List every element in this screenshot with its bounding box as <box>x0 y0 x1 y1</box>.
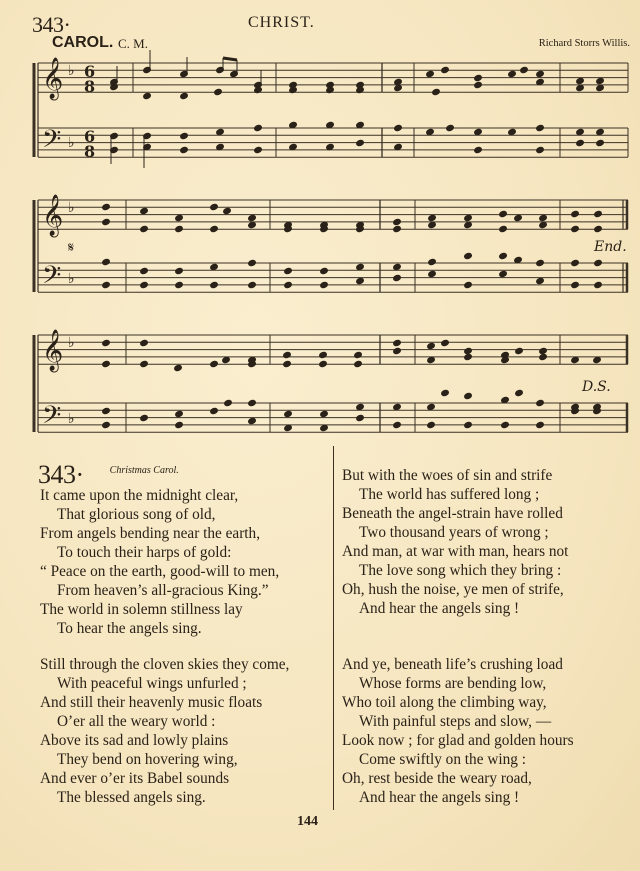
stanza-line: Oh, rest beside the weary road, <box>342 770 532 787</box>
stanza-line: And ye, beneath life’s crushing load <box>342 656 563 673</box>
stanza-line: The world has suffered long ; <box>359 486 540 503</box>
stanza-line: Still through the cloven skies they come, <box>40 656 290 673</box>
svg-text:𝄞: 𝄞 <box>42 195 64 236</box>
svg-text:𝄢: 𝄢 <box>42 125 62 160</box>
svg-text:8: 8 <box>84 77 96 96</box>
stanza-line: And man, at war with man, hears not <box>342 543 569 560</box>
tune-name: CAROL. <box>52 34 114 51</box>
stanza-line: With painful steps and slow, — <box>359 713 552 730</box>
stanza-line: “ Peace on the earth, good-will to men, <box>40 563 280 580</box>
stanza-line: Above its sad and lowly plains <box>40 732 229 749</box>
stanza-line: Come swiftly on the wing : <box>359 751 526 768</box>
stanza-4 <box>342 655 574 807</box>
section-title: CHRIST. <box>248 14 315 31</box>
stanza-line: And hear the angels sing ! <box>359 600 520 617</box>
end-marking: End. <box>594 239 627 255</box>
svg-text:6: 6 <box>84 127 96 146</box>
stanza-3 <box>342 466 568 618</box>
svg-text:𝄢: 𝄢 <box>42 401 62 436</box>
hymn-number: 343· <box>38 460 84 489</box>
svg-text:♭: ♭ <box>68 135 75 151</box>
svg-text:♭: ♭ <box>68 63 75 79</box>
notes-system-2 <box>102 203 603 288</box>
page-number: 144 <box>297 814 318 829</box>
stanza-line: The love song which they bring : <box>359 562 562 579</box>
svg-text:6: 6 <box>84 62 96 81</box>
stanza-line: Look now ; for glad and golden hours <box>342 732 574 749</box>
svg-text:𝄞: 𝄞 <box>42 330 64 371</box>
segno-mark: 𝄋 <box>68 240 75 256</box>
stanza-line: To touch their harps of gold: <box>57 544 232 561</box>
svg-text:♭: ♭ <box>68 200 75 216</box>
stanza-line: Whose forms are bending low, <box>359 675 547 692</box>
stanza-1 <box>40 486 279 638</box>
stanza-line: To hear the angels sing. <box>57 620 202 637</box>
stanza-line: It came upon the midnight clear, <box>40 487 239 504</box>
hymn-number-header: 343· <box>32 12 71 37</box>
stanza-line: From angels bending near the earth, <box>40 525 261 542</box>
stanza-line: O’er all the weary world : <box>57 713 216 730</box>
stanza-line: That glorious song of old, <box>57 506 216 523</box>
ds-marking: D.S. <box>582 379 611 395</box>
stanza-line: From heaven’s all-gracious King.” <box>57 582 269 599</box>
svg-text:♭: ♭ <box>68 271 75 287</box>
stanza-line: They bend on hovering wing, <box>57 751 238 768</box>
svg-text:8: 8 <box>84 142 96 161</box>
stanza-line: The blessed angels sing. <box>57 789 206 806</box>
svg-text:𝄢: 𝄢 <box>42 261 62 296</box>
stanza-line: The world in solemn stillness lay <box>40 601 243 618</box>
svg-text:♭: ♭ <box>68 411 75 427</box>
svg-text:𝄞: 𝄞 <box>42 58 64 99</box>
stanza-line: Oh, hush the noise, ye men of strife, <box>342 581 564 598</box>
column-divider <box>333 446 334 810</box>
meter: C. M. <box>118 36 148 51</box>
music-system-3 <box>34 335 628 432</box>
stanza-line: Beneath the angel-strain have rolled <box>342 505 563 522</box>
svg-text:♭: ♭ <box>68 335 75 351</box>
stanza-line: And hear the angels sing ! <box>359 789 520 806</box>
stanza-line: And still their heavenly music floats <box>40 694 263 711</box>
stanza-line: Two thousand years of wrong ; <box>359 524 549 541</box>
composer: Richard Storrs Willis. <box>538 38 630 49</box>
stanza-line: And ever o’er its Babel sounds <box>40 770 230 787</box>
stanza-line: Who toil along the climbing way, <box>342 694 547 711</box>
stanza-line: But with the woes of sin and strife <box>342 467 553 484</box>
stanza-2 <box>40 655 289 807</box>
stanza-line: With peaceful wings unfurled ; <box>57 675 247 692</box>
hymn-subtitle: Christmas Carol. <box>109 465 179 476</box>
